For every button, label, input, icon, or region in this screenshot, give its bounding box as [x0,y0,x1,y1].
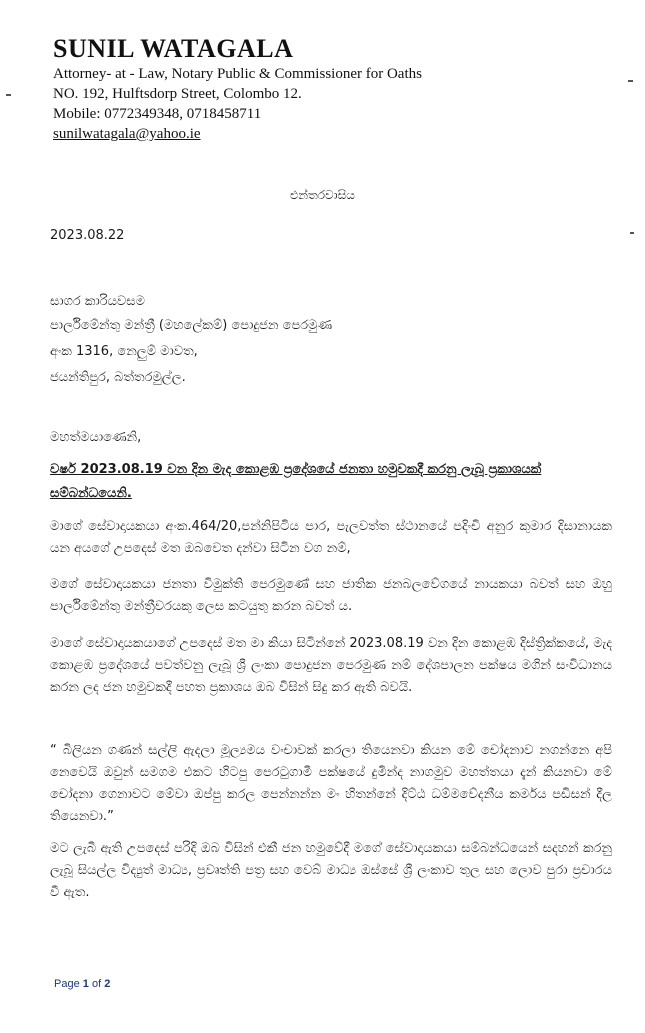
page-label: Page [54,978,80,990]
quoted-statement: “ බිලියන ගණන් සල්ලි ඇදලා මූල්‍යමය වංචාවක් කරලා තියෙනවා කියන මේ චෝදනාව නගන්නෙ අපි නෙවෙයි ඔවුන් සමගම එකට හිටපු පෙරටුගාමී පක්ෂයේ දුමින්ද නාගමුව මහත්තයා දැන් කියනවා මේ චෝදනා ගෙනාවට මේවා ඔප්පු කරල පෙන්නන්න මං හිතන්නේ දිට්ඨ ධම්මවේදනීය කර්මය පඩිසන් දීල තියෙනවා.” [50,743,612,824]
lawyer-designation: Attorney- at - Law, Notary Public & Commissioner for Oaths [53,66,422,82]
paragraph-1: මාගේ සේවාදායකයා අංක.464/20,පන්නිපිටිය පාර, පැලවත්ත ස්ථානයේ පදිංචි අනුර කුමාර දිසානායක යන අයගේ උපදෙස් මත ඔබවෙත දන්වා සිටින වග නම්, [50,519,612,556]
scan-mark [630,232,634,234]
email-link[interactable]: sunilwatagala@yahoo.ie [53,126,201,142]
lawyer-name: SUNIL WATAGALA [53,34,294,63]
scan-mark [628,80,633,82]
letter-date: 2023.08.22 [50,228,125,243]
mobile-numbers: Mobile: 0772349348, 0718458711 [53,106,262,122]
paragraph-3: මාගේ සේවාදායකයාගේ උපදෙස් මත මා කියා සිටින්නේ 2023.08.19 වන දින කොළඹ දිස්ත්‍රික්කයේ, මැද කොළඹ ප්‍රදේශයේ පවත්වනු ලැබූ ශ්‍රී ලංකා පොදුජන පෙරමුණ නම් දේශපාලන පක්ෂය මගින් සංවිධානය කරන ලද ජන හමුවකදී පහත ප්‍රකාශය ඔබ විසින් සිදු කර ඇති බවයි. [50,636,612,695]
recipient-line-1: සාගර කාරියවසම [50,294,145,309]
page-number: 1 [82,978,89,990]
page-footer [54,978,110,990]
office-address: NO. 192, Hulftsdorp Street, Colombo 12. [53,86,302,102]
letter-subject: වර්ෂ 2023.08.19 වන දින මැද කොළඹ ප්‍රදේශයේ ජනතා හමුවකදී කරනු ලැබූ ප්‍රකාශයක් සම්බන්ධයෙනි. [50,462,542,501]
recipient-line-4: ජයන්තිපුර, බත්තරමුල්ල. [50,370,186,385]
salutation: මහත්මයාණෙනි, [50,430,142,445]
page-of-label: of [91,978,102,990]
page-total: 2 [104,978,111,990]
document-title: එන්තරවාසිය [290,188,355,202]
recipient-line-3: අංක 1316, නෙලුම් මාවත, [50,344,198,359]
recipient-line-2: පාර්ලිමේන්තු මන්ත්‍රී (මහලේකම්) පොදුජන පෙරමුණ [50,318,333,333]
scan-mark [6,94,11,96]
paragraph-4: මට ලැබී ඇති උපදෙස් පරිදි ඔබ විසින් එකී ජන හමුවේදී මගේ සේවාදායකයා සම්බන්ධයෙන් සදහන් කරනු ලැබූ සියල්ල විද්‍යුත් මාධ්‍ය, ප්‍රවෘත්ති පත්‍ර සහ වෙබ් මාධ්‍ය ඔස්සේ ශ්‍රී ලංකාව තුල සහ ලොව පුරා ප්‍රචාරය වී ඇත. [50,841,612,900]
paragraph-2: මගේ සේවාදායකයා ජනතා විමුක්ති පෙරමුණේ සහ ජාතික ජනබලවේගයේ නායකයා බවත් සහ ඔහු පාර්ලිමේන්තු මන්ත්‍රීවරයකු ලෙස කටයුතු කරන බවත් ය. [50,577,612,614]
letterhead [53,34,422,144]
